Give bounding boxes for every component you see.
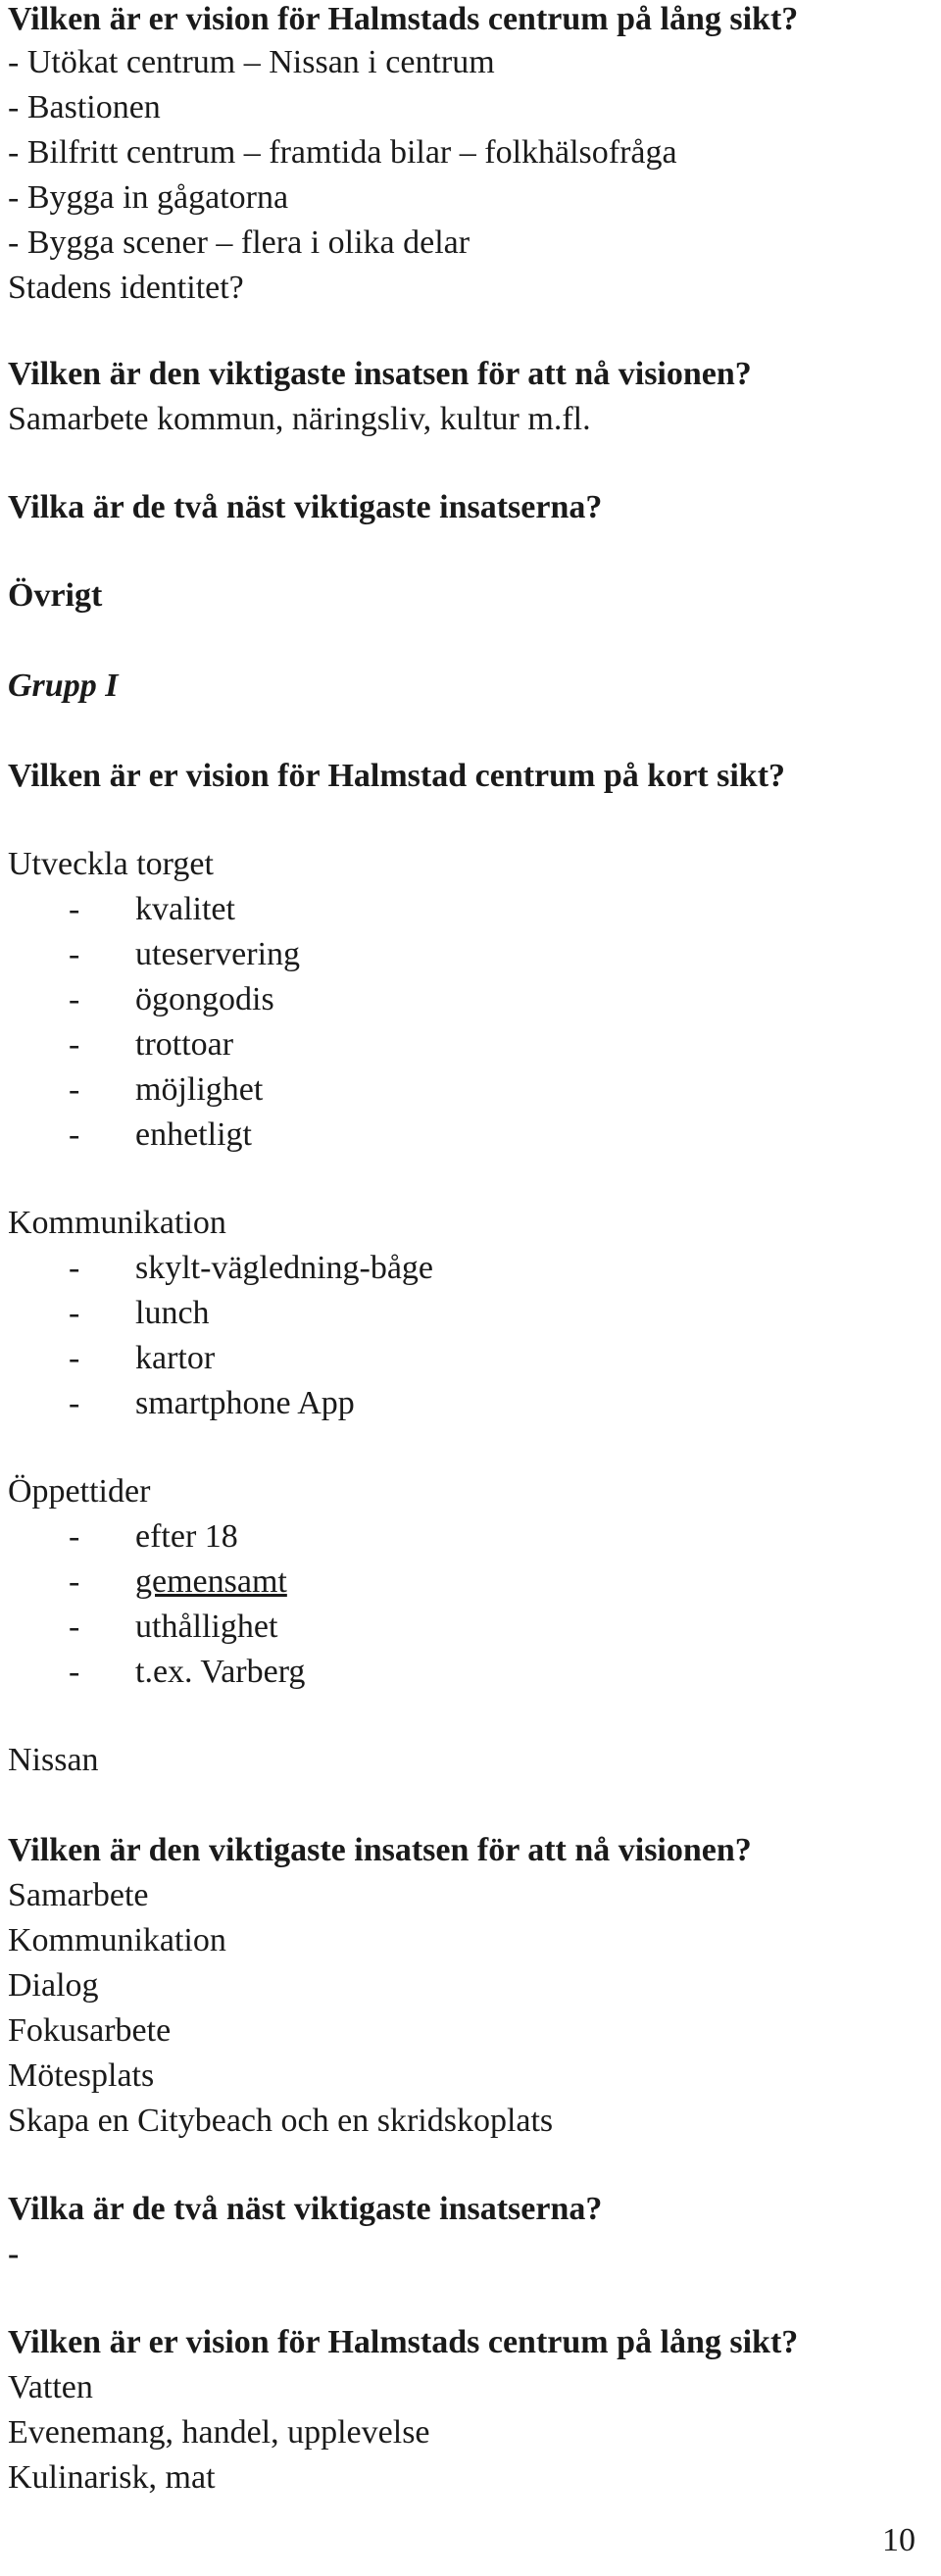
vision-long-term-heading-2: Vilken är er vision för Halmstads centrum på lång sikt? <box>8 2324 799 2360</box>
text-line: - Utökat centrum – Nissan i centrum <box>8 44 495 80</box>
text-line: - Bygga scener – flera i olika delar <box>8 224 470 261</box>
nissan-text: Nissan <box>8 1742 99 1778</box>
document-page: Vilken är er vision för Halmstads centrum på lång sikt? - Utökat centrum – Nissan i centrum - Bastionen - Bilfritt centrum – framtida bilar – folkhälsofråga - Bygga in gågatorna - Bygga scener – flera i olika delar Stadens identitet? Vilken är den viktigaste insatsen för att nå visionen? Samarbete kommun, näringsliv, kultur m.fl. Vilka är de två näst viktigaste insatserna? Övrigt Grupp I Vilken är er vision för Halmstad centrum på kort sikt? Utveckla torget - kvalitet - uteservering - ögongodis - trottoar - möjlighet - enhetligt Kommunikation - skylt-vägledning-båge - lunch - kartor - smartphone App Öppettider - efter 18 - gemensamt - uthållighet - t.ex. Varberg Nissan Vilken är den viktigaste insatsen för att nå visionen? Samarbete Kommunikation Dialog Fokusarbete Mötesplats Skapa en Citybeach och en skridskoplats Vilka är de två näst viktigaste insatserna? - Vilken är er vision för Halmstads centrum på lång sikt? Vatten Evenemang, handel, upplevelse Kulinarisk, mat 10 <box>8 1 916 2558</box>
next-efforts-question: Vilka är de två näst viktigaste insatserna? <box>8 489 603 525</box>
key-effort-question-2: Vilken är den viktigaste insatsen för att nå visionen? <box>8 1832 752 1868</box>
text-line: Skapa en Citybeach och en skridskoplats <box>8 2103 554 2139</box>
dash-line: - <box>8 2236 20 2272</box>
next-efforts-question-2: Vilka är de två näst viktigaste insatserna? <box>8 2191 603 2227</box>
text-line: - Bilfritt centrum – framtida bilar – folkhälsofråga <box>8 134 677 171</box>
list-title: Kommunikation <box>8 1205 226 1241</box>
text-line: Kommunikation <box>8 1922 226 1958</box>
list-title: Öppettider <box>8 1473 151 1510</box>
group-heading: Grupp I <box>8 668 119 704</box>
key-effort-answer: Samarbete kommun, näringsliv, kultur m.fl. <box>8 401 591 437</box>
list-title: Utveckla torget <box>8 846 214 882</box>
text-line: - Bastionen <box>8 89 161 125</box>
key-effort-question: Vilken är den viktigaste insatsen för att nå visionen? <box>8 356 752 392</box>
page-number: 10 <box>882 2522 916 2558</box>
text-line: Kulinarisk, mat <box>8 2459 216 2496</box>
text-line: Mötesplats <box>8 2057 155 2094</box>
text-line: Samarbete <box>8 1877 149 1913</box>
ovrigt-heading: Övrigt <box>8 577 103 614</box>
text-line: Vatten <box>8 2369 93 2405</box>
text-line: Dialog <box>8 1967 99 2004</box>
text-line: Evenemang, handel, upplevelse <box>8 2414 430 2451</box>
underlined-text: gemensamt <box>135 1563 287 1600</box>
text-line: Fokusarbete <box>8 2012 172 2049</box>
text-line: Stadens identitet? <box>8 270 244 306</box>
vision-short-term-heading: Vilken är er vision för Halmstad centrum på kort sikt? <box>8 758 786 794</box>
text-line: - Bygga in gågatorna <box>8 179 289 216</box>
vision-long-term-heading: Vilken är er vision för Halmstads centrum på lång sikt? <box>8 1 799 37</box>
